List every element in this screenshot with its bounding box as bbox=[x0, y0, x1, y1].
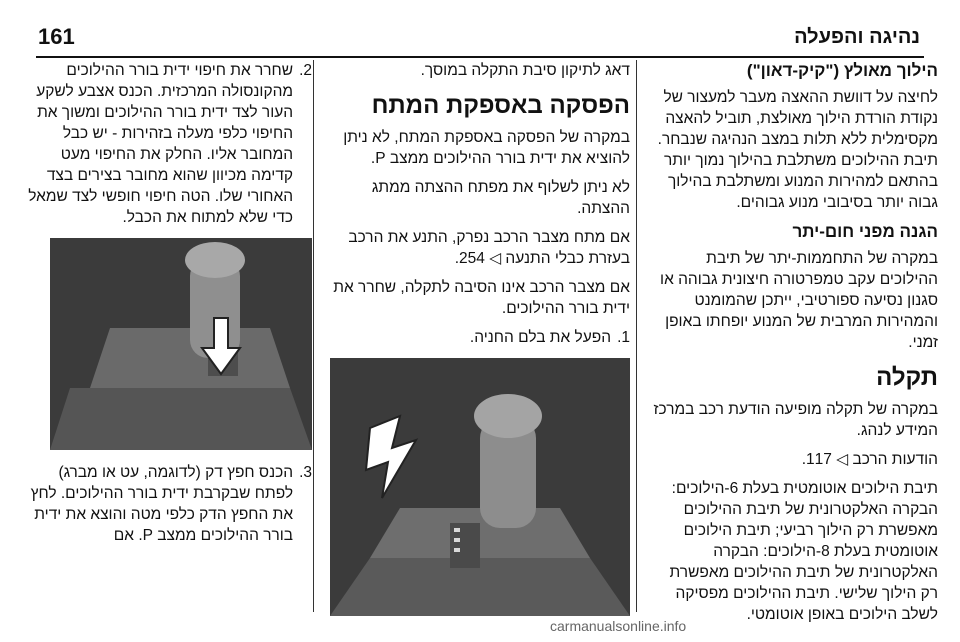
right-column bbox=[653, 60, 938, 633]
running-title: נהיגה והפעלה bbox=[794, 26, 920, 48]
power-text-1: במקרה של הפסקה באספקת המתח, לא ניתן להוציא את ידית בורר ההילוכים ממצב P. bbox=[343, 129, 630, 167]
page-number: 161 bbox=[38, 24, 75, 49]
fault-text: במקרה של תקלה מופיעה הודעת רכב במרכז המידע לנהג. bbox=[653, 401, 938, 439]
overheat-text: במקרה של התחממות-יתר של תיבת ההילוכים עקב טמפרטורה חיצונית גבוהה או סגנון נסיעה ספורטיבי, ייתכן שהמומנט והמהירות המרבית של המנוע יופחתו באופן זמני. bbox=[660, 250, 938, 351]
fault-reference: הודעות הרכב ◁ 117. bbox=[801, 451, 938, 468]
heading-kickdown: הילוך מאולץ ("קיק-דאון") bbox=[746, 61, 938, 80]
console-cover-drawing bbox=[50, 238, 312, 450]
header-rule bbox=[36, 56, 924, 58]
step-2 bbox=[20, 60, 312, 228]
step-1-text: הפעל את בלם החניה. bbox=[469, 329, 612, 346]
step-2-text: שחרר את חיפוי ידית בורר ההילוכים מהקונסולה המרכזית. הכנס אצבע לשקע העור לצד ידית בורר ההילוכים ומשוך את החיפוי כלפי מעלה בזהירות - יש כבל המחובר אליו. החלק את החיפוי מעט קדימה מכיוון שהוא מחובר בצירים בצד האחורי שלו. הטה חיפוי חופשי לצד שמאל כדי שלא למתוח את הכבל. bbox=[28, 62, 294, 226]
column-divider-right bbox=[636, 60, 637, 612]
step-3-text: הכנס חפץ דק (לדוגמה, עט או מברג) לפתח שבקרבת ידית בורר ההילוכים. לחץ את החפץ הדק כלפי מטה והוצא את ידית בורר ההילוכים ממצב P. אם bbox=[30, 464, 294, 544]
watermark: carmanualsonline.info bbox=[550, 618, 687, 634]
step-1 bbox=[330, 327, 630, 348]
step-3 bbox=[20, 462, 312, 546]
gear-lever-drawing bbox=[330, 358, 630, 616]
left-column bbox=[20, 60, 312, 552]
step-3-number: 3. bbox=[299, 464, 312, 481]
power-text-2: לא ניתן לשלוף את מפתח ההצתה ממתג ההצתה. bbox=[371, 179, 630, 217]
column-divider-left bbox=[313, 60, 314, 612]
step-2-number: 2. bbox=[299, 62, 312, 79]
console-cover-illustration bbox=[50, 238, 312, 450]
gear-lever-illustration bbox=[330, 358, 630, 616]
middle-column bbox=[330, 60, 630, 622]
intro-text: דאג לתיקון סיבת התקלה במוסך. bbox=[420, 62, 630, 79]
fault-auto-text: תיבת הילוכים אוטומטית בעלת 6-הילוכים: הבקרה האלקטרונית של תיבת ההילוכים מאפשרת רק הילוך רביעי; תיבת הילוכים אוטומטית בעלת 8-הילוכים: הבקרה האלקטרונית של תיבת ההילוכים מאפשרת רק הילוך שלישי. תיבת ההילוכים מפסיקה לשלב הילוכים באופן אוטומטי. bbox=[669, 480, 938, 623]
page-header bbox=[20, 6, 940, 54]
kickdown-text: לחיצה על דוושת ההאצה מעבר למעצור של נקודת הורדת הילוך מאולצת, תוביל להאצה מקסימלית ללא תלות במצב הנהיגה שנבחר. תיבת ההילוכים משתלבת בהילוך נמוך יותר בהתאם למהירות המנוע ומשתלבת בהילוך גבוה יותר בסיבובי מנוע גבוהים. bbox=[657, 89, 938, 211]
power-text-4: אם מצבר הרכב אינו הסיבה לתקלה, שחרר את ידית בורר ההילוכים. bbox=[333, 279, 630, 317]
power-text-3: אם מתח מצבר הרכב נפרק, התנע את הרכב בעזרת כבלי התנעה ◁ 254. bbox=[348, 229, 630, 267]
heading-power-loss: הפסקה באספקת המתח bbox=[371, 92, 630, 119]
step-1-number: 1. bbox=[617, 329, 630, 346]
heading-fault: תקלה bbox=[876, 364, 938, 391]
heading-overheat: הגנה מפני חום-יתר bbox=[792, 222, 938, 241]
